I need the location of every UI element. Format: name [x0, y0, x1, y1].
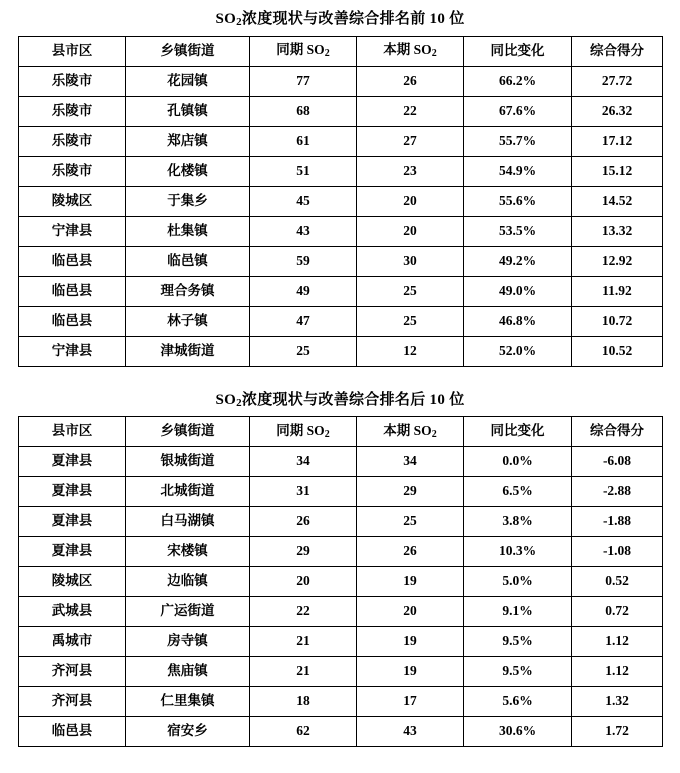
cell-yoy-change: 5.0% — [464, 567, 572, 597]
cell-current-so2: 26 — [357, 537, 464, 567]
column-header-previous-so2: 同期 $SO_2$ — [250, 417, 357, 447]
cell-score: 13.32 — [572, 216, 663, 246]
cell-county: 夏津县 — [19, 507, 126, 537]
table-row — [19, 597, 663, 627]
table-title-top10 — [18, 6, 662, 36]
table-row — [19, 156, 663, 186]
cell-score: 1.12 — [572, 627, 663, 657]
cell-county: 临邑县 — [19, 246, 126, 276]
cell-county: 乐陵市 — [19, 66, 126, 96]
cell-county: 齐河县 — [19, 657, 126, 687]
cell-current-so2: 20 — [357, 597, 464, 627]
cell-current-so2: 34 — [357, 447, 464, 477]
column-header-township: 乡镇街道 — [126, 417, 250, 447]
column-header-current-so2: 本期 $SO_2$ — [357, 417, 464, 447]
table-header-row — [19, 36, 663, 66]
cell-current-so2: 30 — [357, 246, 464, 276]
cell-current-so2: 29 — [357, 477, 464, 507]
title-subscript: 2 — [236, 396, 242, 409]
cell-county: 宁津县 — [19, 336, 126, 366]
cell-current-so2: 12 — [357, 336, 464, 366]
table-body-bottom10 — [19, 447, 663, 747]
cell-score: 14.52 — [572, 186, 663, 216]
cell-township: 于集乡 — [126, 186, 250, 216]
column-header-yoy-change: 同比变化 — [464, 417, 572, 447]
cell-township: 临邑镇 — [126, 246, 250, 276]
cell-score: 10.52 — [572, 336, 663, 366]
cell-county: 乐陵市 — [19, 96, 126, 126]
table-row — [19, 477, 663, 507]
table-row — [19, 447, 663, 477]
cell-current-so2: 25 — [357, 507, 464, 537]
cell-yoy-change: 9.1% — [464, 597, 572, 627]
cell-previous-so2: 26 — [250, 507, 357, 537]
ranking-table-top10-block — [18, 6, 662, 367]
ranking-table-top10 — [18, 36, 663, 367]
ranking-table-bottom10-block — [18, 387, 662, 748]
title-prefix: SO — [215, 391, 237, 408]
table-row — [19, 627, 663, 657]
cell-score: 15.12 — [572, 156, 663, 186]
cell-score: 0.52 — [572, 567, 663, 597]
column-header-county: 县市区 — [19, 36, 126, 66]
cell-township: 银城街道 — [126, 447, 250, 477]
cell-county: 夏津县 — [19, 537, 126, 567]
cell-previous-so2: 68 — [250, 96, 357, 126]
cell-township: 郑店镇 — [126, 126, 250, 156]
table-row — [19, 216, 663, 246]
cell-township: 孔镇镇 — [126, 96, 250, 126]
cell-score: 1.72 — [572, 717, 663, 747]
column-header-county: 县市区 — [19, 417, 126, 447]
title-suffix: 浓度现状与改善综合排名后 10 位 — [241, 391, 465, 408]
cell-previous-so2: 25 — [250, 336, 357, 366]
cell-previous-so2: 22 — [250, 597, 357, 627]
cell-previous-so2: 31 — [250, 477, 357, 507]
cell-township: 杜集镇 — [126, 216, 250, 246]
cell-score: 1.12 — [572, 657, 663, 687]
cell-township: 广运街道 — [126, 597, 250, 627]
cell-township: 边临镇 — [126, 567, 250, 597]
cell-yoy-change: 3.8% — [464, 507, 572, 537]
cell-county: 禹城市 — [19, 627, 126, 657]
table-row — [19, 186, 663, 216]
cell-township: 仁里集镇 — [126, 687, 250, 717]
cell-current-so2: 27 — [357, 126, 464, 156]
cell-county: 陵城区 — [19, 567, 126, 597]
cell-county: 齐河县 — [19, 687, 126, 717]
cell-county: 武城县 — [19, 597, 126, 627]
cell-yoy-change: 53.5% — [464, 216, 572, 246]
cell-yoy-change: 10.3% — [464, 537, 572, 567]
table-row — [19, 537, 663, 567]
cell-township: 津城街道 — [126, 336, 250, 366]
cell-township: 花园镇 — [126, 66, 250, 96]
table-title-bottom10 — [18, 387, 662, 417]
cell-score: -6.08 — [572, 447, 663, 477]
cell-score: -1.88 — [572, 507, 663, 537]
cell-township: 宿安乡 — [126, 717, 250, 747]
table-row — [19, 246, 663, 276]
cell-previous-so2: 18 — [250, 687, 357, 717]
cell-township: 林子镇 — [126, 306, 250, 336]
cell-current-so2: 25 — [357, 276, 464, 306]
cell-township: 宋楼镇 — [126, 537, 250, 567]
cell-previous-so2: 34 — [250, 447, 357, 477]
cell-score: 1.32 — [572, 687, 663, 717]
cell-yoy-change: 9.5% — [464, 657, 572, 687]
cell-county: 陵城区 — [19, 186, 126, 216]
cell-score: 27.72 — [572, 66, 663, 96]
cell-previous-so2: 29 — [250, 537, 357, 567]
cell-previous-so2: 43 — [250, 216, 357, 246]
cell-yoy-change: 6.5% — [464, 477, 572, 507]
column-header-yoy-change: 同比变化 — [464, 36, 572, 66]
cell-previous-so2: 51 — [250, 156, 357, 186]
cell-previous-so2: 59 — [250, 246, 357, 276]
table-row — [19, 687, 663, 717]
table-row — [19, 567, 663, 597]
cell-score: -2.88 — [572, 477, 663, 507]
title-subscript: 2 — [236, 16, 242, 28]
cell-yoy-change: 66.2% — [464, 66, 572, 96]
cell-previous-so2: 47 — [250, 306, 357, 336]
cell-score: 12.92 — [572, 246, 663, 276]
cell-score: 11.92 — [572, 276, 663, 306]
cell-yoy-change: 46.8% — [464, 306, 572, 336]
table-row — [19, 657, 663, 687]
table-row — [19, 336, 663, 366]
cell-current-so2: 43 — [357, 717, 464, 747]
cell-previous-so2: 77 — [250, 66, 357, 96]
cell-score: -1.08 — [572, 537, 663, 567]
table-row — [19, 306, 663, 336]
cell-township: 化楼镇 — [126, 156, 250, 186]
cell-yoy-change: 55.6% — [464, 186, 572, 216]
ranking-table-bottom10 — [18, 416, 663, 747]
cell-current-so2: 26 — [357, 66, 464, 96]
cell-county: 乐陵市 — [19, 156, 126, 186]
column-header-township: 乡镇街道 — [126, 36, 250, 66]
cell-county: 临邑县 — [19, 276, 126, 306]
section-gap — [18, 373, 662, 387]
title-prefix: SO — [215, 11, 237, 27]
cell-previous-so2: 49 — [250, 276, 357, 306]
cell-township: 北城街道 — [126, 477, 250, 507]
cell-yoy-change: 5.6% — [464, 687, 572, 717]
table-row — [19, 507, 663, 537]
cell-county: 夏津县 — [19, 477, 126, 507]
cell-yoy-change: 30.6% — [464, 717, 572, 747]
cell-yoy-change: 49.0% — [464, 276, 572, 306]
cell-previous-so2: 21 — [250, 627, 357, 657]
cell-county: 临邑县 — [19, 306, 126, 336]
cell-county: 乐陵市 — [19, 126, 126, 156]
table-header-row — [19, 417, 663, 447]
cell-yoy-change: 49.2% — [464, 246, 572, 276]
table-row — [19, 66, 663, 96]
table-body-top10 — [19, 66, 663, 366]
cell-previous-so2: 21 — [250, 657, 357, 687]
cell-current-so2: 19 — [357, 567, 464, 597]
cell-yoy-change: 0.0% — [464, 447, 572, 477]
column-header-current-so2: 本期 $SO_2$ — [357, 36, 464, 66]
table-row — [19, 276, 663, 306]
column-header-previous-so2: 同期 $SO_2$ — [250, 36, 357, 66]
cell-previous-so2: 45 — [250, 186, 357, 216]
cell-current-so2: 22 — [357, 96, 464, 126]
column-header-score: 综合得分 — [572, 36, 663, 66]
cell-current-so2: 19 — [357, 627, 464, 657]
cell-county: 临邑县 — [19, 717, 126, 747]
column-header-score: 综合得分 — [572, 417, 663, 447]
cell-yoy-change: 67.6% — [464, 96, 572, 126]
cell-township: 理合务镇 — [126, 276, 250, 306]
cell-township: 白马湖镇 — [126, 507, 250, 537]
table-row — [19, 96, 663, 126]
cell-yoy-change: 54.9% — [464, 156, 572, 186]
table-row — [19, 126, 663, 156]
cell-previous-so2: 61 — [250, 126, 357, 156]
cell-township: 焦庙镇 — [126, 657, 250, 687]
cell-current-so2: 17 — [357, 687, 464, 717]
cell-current-so2: 25 — [357, 306, 464, 336]
cell-yoy-change: 52.0% — [464, 336, 572, 366]
cell-yoy-change: 55.7% — [464, 126, 572, 156]
cell-county: 宁津县 — [19, 216, 126, 246]
cell-current-so2: 20 — [357, 186, 464, 216]
cell-score: 10.72 — [572, 306, 663, 336]
cell-previous-so2: 20 — [250, 567, 357, 597]
cell-township: 房寺镇 — [126, 627, 250, 657]
cell-current-so2: 19 — [357, 657, 464, 687]
cell-previous-so2: 62 — [250, 717, 357, 747]
cell-county: 夏津县 — [19, 447, 126, 477]
cell-current-so2: 23 — [357, 156, 464, 186]
cell-yoy-change: 9.5% — [464, 627, 572, 657]
title-suffix: 浓度现状与改善综合排名前 10 位 — [241, 11, 465, 27]
cell-current-so2: 20 — [357, 216, 464, 246]
cell-score: 17.12 — [572, 126, 663, 156]
table-row — [19, 717, 663, 747]
cell-score: 0.72 — [572, 597, 663, 627]
cell-score: 26.32 — [572, 96, 663, 126]
